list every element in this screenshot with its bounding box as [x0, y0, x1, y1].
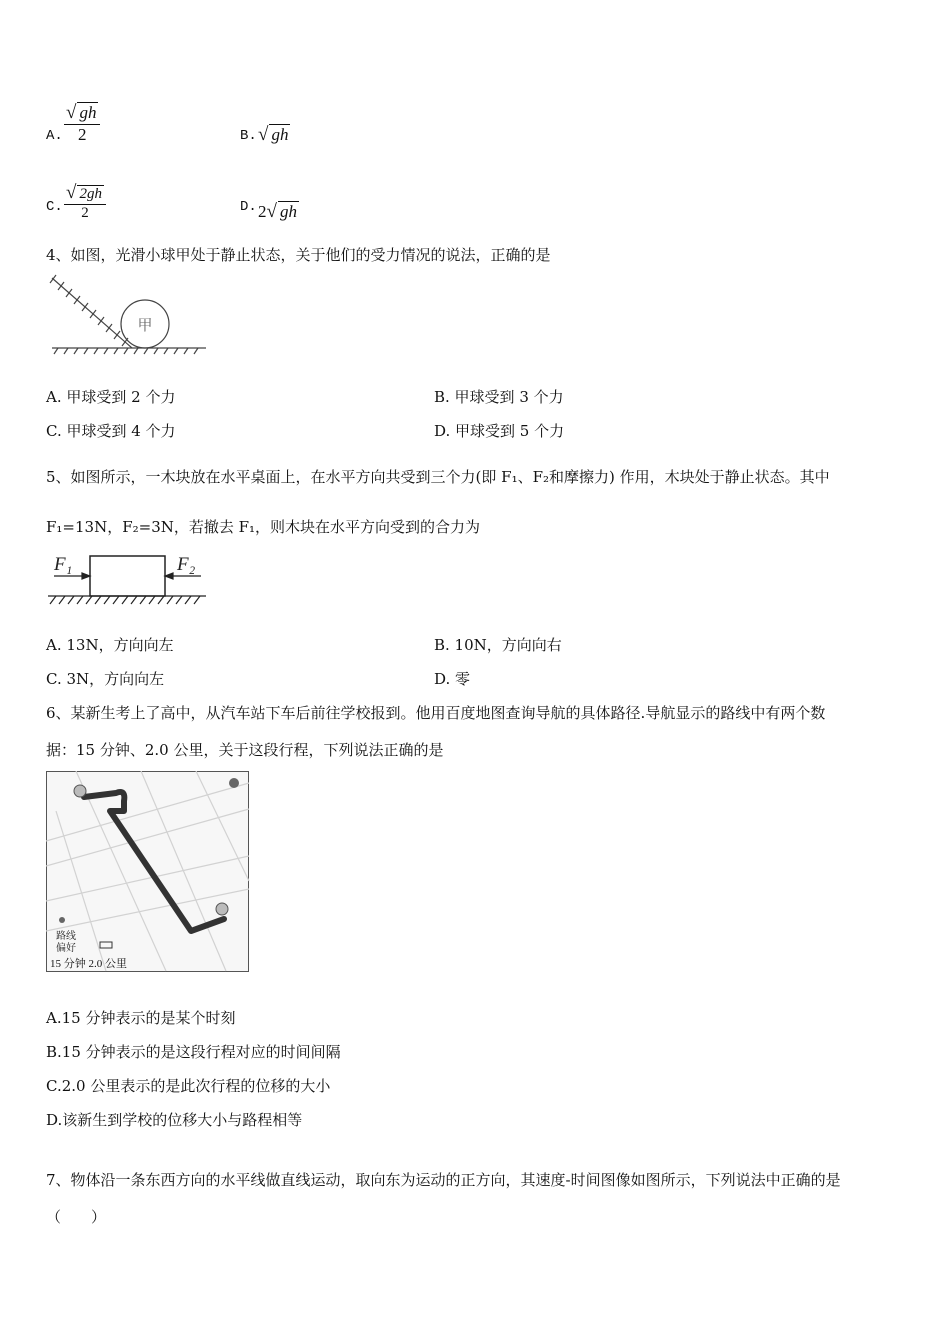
option-b-radicand: gh	[271, 125, 289, 144]
q6-start-marker	[74, 785, 86, 797]
q4-option-d: D. 甲球受到 5 个力	[434, 422, 565, 440]
option-c-math: $\frac{√ 2gh}{2}$	[64, 182, 106, 222]
q5-line1: 5、如图所示，一木块放在水平桌面上，在水平方向共受到三个力(即 F₁、F₂和摩擦力) 作用，木块处于静止状态。其中	[46, 468, 830, 486]
q6-line1: 6、某新生考上了高中，从汽车站下车后前往学校报到。他用百度地图查询导航的具体路径.导航显示的路线中有两个数	[46, 704, 826, 722]
q4-option-a: A. 甲球受到 2 个力	[46, 388, 176, 406]
q5-option-d: D. 零	[434, 670, 471, 688]
q6-end-marker	[216, 903, 228, 915]
q6-map	[46, 771, 250, 973]
q6-map-pref-2: 偏好	[56, 943, 76, 954]
q7-line2: （ ）	[46, 1208, 107, 1226]
option-d-math: 2√ gh	[258, 201, 297, 222]
q6-option-d: D.该新生到学校的位移大小与路程相等	[46, 1111, 303, 1129]
q5-f1-label: F₁	[54, 554, 73, 575]
option-c-label: C.	[46, 199, 63, 215]
option-a-denominator: 2	[77, 125, 87, 144]
q4-option-b: B. 甲球受到 3 个力	[434, 388, 564, 406]
q4-ball-label: 甲	[137, 318, 153, 334]
q5-option-a: A. 13N，方向向左	[46, 636, 174, 654]
q6-option-a: A.15 分钟表示的是某个时刻	[46, 1009, 236, 1027]
option-a-radicand: gh	[79, 103, 97, 122]
option-d-coefficient: 2	[258, 202, 267, 221]
option-a-label: A.	[46, 128, 63, 144]
q5-f2-label: F₂	[177, 554, 196, 575]
q6-line2: 据：15 分钟、2.0 公里，关于这段行程，下列说法正确的是	[46, 741, 444, 759]
option-b-label: B.	[240, 128, 257, 144]
q4-question: 4、如图，光滑小球甲处于静止状态，关于他们的受力情况的说法，正确的是	[46, 246, 551, 264]
q6-map-compass-icon	[229, 778, 239, 788]
option-b-math: √ gh	[258, 124, 289, 145]
q6-option-b: B.15 分钟表示的是这段行程对应的时间间隔	[46, 1043, 341, 1061]
option-d-label: D.	[240, 199, 257, 215]
q5-block	[90, 556, 165, 596]
q4-figure	[46, 272, 211, 358]
q5-option-c: C. 3N，方向向左	[46, 670, 165, 688]
q5-line2: F₁=13N，F₂=3N，若撤去 F₁，则木块在水平方向受到的合力为	[46, 518, 481, 536]
q4-option-c: C. 甲球受到 4 个力	[46, 422, 176, 440]
q6-map-caption: 15 分钟 2.0 公里	[50, 958, 127, 970]
q4-incline	[50, 275, 132, 348]
option-c-denominator: 2	[81, 205, 89, 221]
q4-ground	[52, 348, 206, 354]
q6-option-c: C.2.0 公里表示的是此次行程的位移的大小	[46, 1077, 331, 1095]
option-a-math: $\frac{√ gh}{2}$	[64, 102, 100, 145]
q5-ground	[48, 596, 206, 604]
q5-figure	[46, 548, 211, 610]
q6-locate-icon	[59, 917, 65, 923]
q6-map-pref-1: 路线	[56, 931, 76, 942]
q7-line1: 7、物体沿一条东西方向的水平线做直线运动，取向东为运动的正方向，其速度-时间图像如图所示，下列说法中正确的是	[46, 1171, 841, 1189]
option-c-radicand: 2gh	[79, 186, 102, 202]
option-d-radicand: gh	[279, 202, 297, 221]
q5-option-b: B. 10N，方向向右	[434, 636, 562, 654]
